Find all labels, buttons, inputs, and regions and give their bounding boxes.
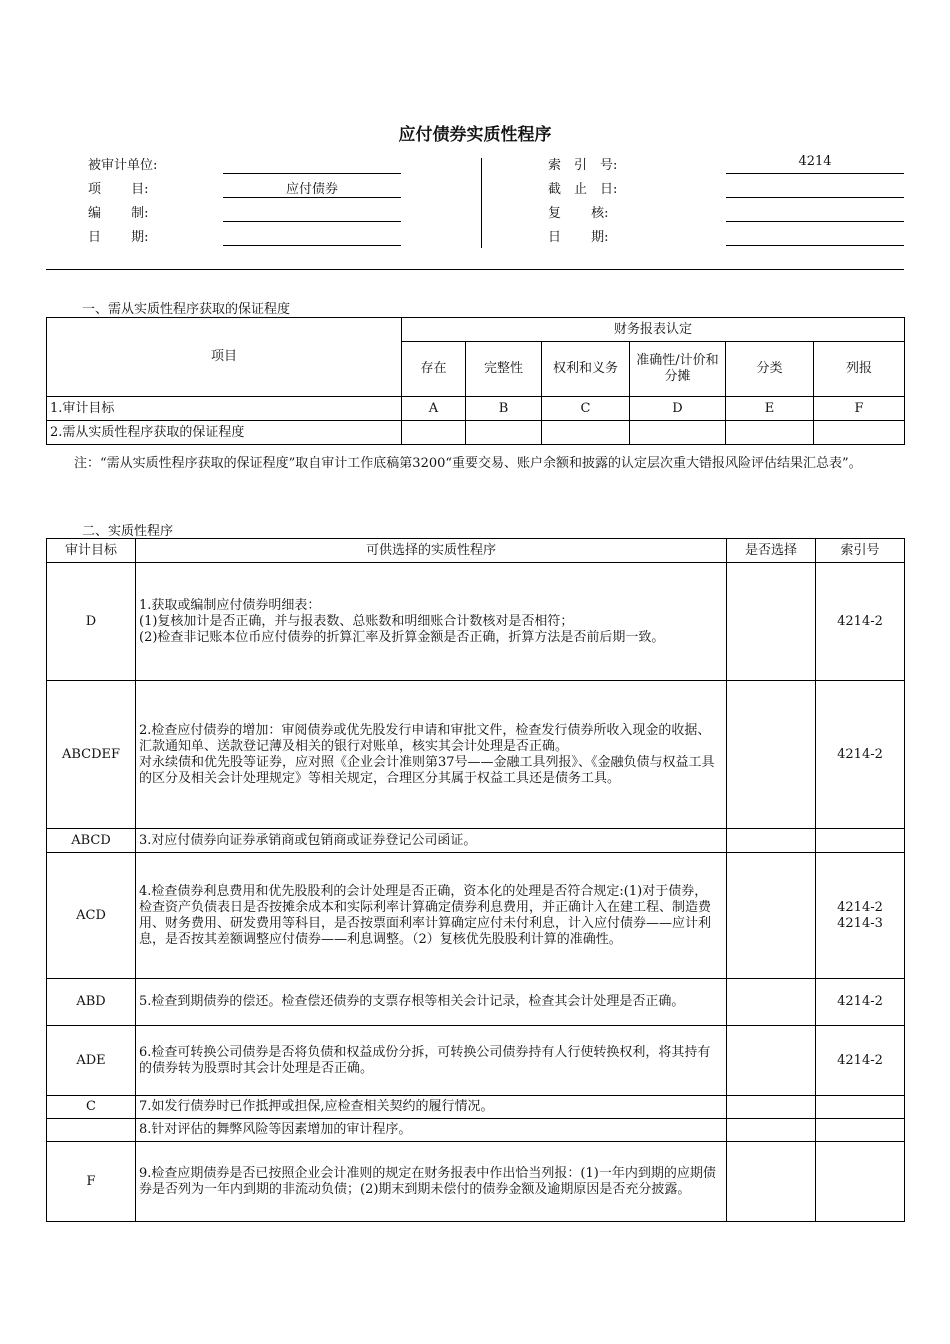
header-procedure: 可供选择的实质性程序 <box>136 539 727 563</box>
procedure-cell <box>136 979 727 1026</box>
objective-cell: C <box>47 1096 136 1119</box>
page-title: 应付债券实质性程序 <box>398 125 552 145</box>
selected-cell[interactable] <box>727 1119 816 1142</box>
header-value-item: 应付债券 <box>285 182 338 197</box>
procedure-cell <box>136 563 727 681</box>
procedure-cell <box>136 1096 727 1119</box>
index-cell: 4214-2 <box>816 979 905 1026</box>
col-rights: 权利和义务 <box>542 342 630 397</box>
selected-cell[interactable] <box>727 681 816 829</box>
cell[interactable] <box>542 421 630 445</box>
header-selected: 是否选择 <box>727 539 816 563</box>
objective-cell: F <box>47 1142 136 1222</box>
table-row <box>47 1096 905 1119</box>
table-row <box>47 563 905 681</box>
header-line-index <box>726 173 904 174</box>
table-row <box>47 1119 905 1142</box>
procedure-line: 2.检查应付债券的增加：审阅债券或优先股发行申请和审批文件，检查发行债券所收入现金的收据、汇款通知单、送款登记薄及相关的银行对账单，核实其会计处理是否正确。 <box>139 722 711 754</box>
selected-cell[interactable] <box>727 979 816 1026</box>
procedure-line: 3.对应付债券向证券承销商或包销商或证券登记公司函证。 <box>139 832 477 848</box>
header-value-index: 4214 <box>798 154 832 169</box>
procedure-line: 5.检查到期债券的偿还。检查偿还债券的支票存根等相关会计记录，检查其会计处理是否正确。 <box>139 994 685 1009</box>
procedure-cell <box>136 1026 727 1096</box>
objective-cell: ACD <box>47 853 136 979</box>
procedure-cell <box>136 681 727 829</box>
index-cell: 4214-2 4214-3 <box>816 853 905 979</box>
procedure-cell <box>136 1142 727 1222</box>
col-accuracy: 准确性/计价和分摊 <box>630 342 726 397</box>
col-presentation: 列报 <box>814 342 905 397</box>
table-row <box>47 681 905 829</box>
index-cell <box>816 1119 905 1142</box>
header-index: 索引号 <box>816 539 905 563</box>
col-existence: 存在 <box>402 342 466 397</box>
header-line-review-date <box>726 245 904 246</box>
table-row <box>47 829 905 853</box>
table-row <box>47 979 905 1026</box>
cell[interactable] <box>466 421 542 445</box>
table-row <box>47 853 905 979</box>
procedures-table <box>46 538 905 1222</box>
procedure-line: 6.检查可转换公司债券是否将负债和权益成份分拆，可转换公司债券持有人行使转换权利，将其持有的债券转为股票时其会计处理是否正确。 <box>139 1044 711 1076</box>
procedure-line: (2)检查非记账本位币应付债券的折算汇率及折算金额是否正确，折算方法是否前后期一致。 <box>139 629 665 645</box>
header-label-index: 索 引 号: <box>548 158 618 173</box>
cell[interactable] <box>630 421 726 445</box>
cell: A <box>402 397 466 421</box>
selected-cell[interactable] <box>727 1142 816 1222</box>
header-label-client: 被审计单位: <box>88 158 158 173</box>
selected-cell[interactable] <box>727 853 816 979</box>
selected-cell[interactable] <box>727 1026 816 1096</box>
header-label-preparer: 编 制: <box>88 206 149 221</box>
header-divider <box>481 158 482 248</box>
header-line-item <box>223 197 401 198</box>
item-header: 项目 <box>47 318 402 397</box>
procedure-line: 对永续债和优先股等证券，应对照《企业会计准则第37号——金融工具列报》、《金融负债与权益工具的区分及相关会计处理规定》等相关规定，合理区分其属于权益工具还是债务工具。 <box>139 754 715 786</box>
header-label-review-date: 日 期: <box>548 230 609 245</box>
cell[interactable] <box>402 421 466 445</box>
table-row <box>47 1026 905 1096</box>
procedure-line: 1.获取或编制应付债券明细表： <box>139 597 321 613</box>
procedure-cell <box>136 1119 727 1142</box>
header-objective: 审计目标 <box>47 539 136 563</box>
procedure-cell <box>136 853 727 979</box>
procedure-line: 9.检查应期债券是否已按照企业会计准则的规定在财务报表中作出恰当列报：(1)一年内到期的应期债券是否列为一年内到期的非流动负债；(2)期末到期未偿付的债券金额及逾期原因是否充分披露。 <box>139 1165 716 1197</box>
index-cell: 4214-2 <box>816 1026 905 1096</box>
table-row <box>47 1142 905 1222</box>
assurance-table <box>46 317 905 445</box>
assertions-header: 财务报表认定 <box>402 318 905 342</box>
selected-cell[interactable] <box>727 1096 816 1119</box>
cell: E <box>726 397 814 421</box>
index-cell: 4214-2 <box>816 563 905 681</box>
col-classification: 分类 <box>726 342 814 397</box>
procedure-line: 7.如发行债券时已作抵押或担保,应检查相关契约的履行情况。 <box>139 1099 494 1114</box>
cell[interactable] <box>814 421 905 445</box>
objective-cell: ADE <box>47 1026 136 1096</box>
procedure-line: 4.检查债券利息费用和优先股股利的会计处理是否正确，资本化的处理是否符合规定:(1)对于债券，检查资产负债表日是否按摊余成本和实际利率计算确定债券利息费用，并正确计入在建工程、制造费用、财务费用、研发费用等科目，是否按票面利率计算确定应付未付利息，计入应付债券——应计利息，是否按其差额调整应付债券——利息调整。（2）复核优先股股利计算的准确性。 <box>139 883 712 947</box>
cell: D <box>630 397 726 421</box>
objective-cell: ABCDEF <box>47 681 136 829</box>
index-cell <box>816 829 905 853</box>
header-line-preparer <box>223 221 401 222</box>
index-cell <box>816 1142 905 1222</box>
index-cell: 4214-2 <box>816 681 905 829</box>
objective-cell: ABD <box>47 979 136 1026</box>
header-label-reviewer: 复 核: <box>548 206 609 221</box>
header-line-reviewer <box>726 221 904 222</box>
header-label-date: 日 期: <box>88 230 149 245</box>
cell: F <box>814 397 905 421</box>
objective-cell: ABCD <box>47 829 136 853</box>
cell: B <box>466 397 542 421</box>
index-cell <box>816 1096 905 1119</box>
header-line-cutoff <box>726 197 904 198</box>
objective-cell <box>47 1119 136 1142</box>
cell: C <box>542 397 630 421</box>
table-row <box>47 421 905 445</box>
procedure-cell <box>136 829 727 853</box>
cell[interactable] <box>726 421 814 445</box>
section1-note: 注：“需从实质性程序获取的保证程度”取自审计工作底稿第3200“重要交易、账户余额和披露的认定层次重大错报风险评估结果汇总表”。 <box>74 456 862 471</box>
selected-cell[interactable] <box>727 563 816 681</box>
table-row <box>47 397 905 421</box>
col-completeness: 完整性 <box>466 342 542 397</box>
header-line-client <box>223 173 401 174</box>
header-line-date <box>223 245 401 246</box>
procedure-line: 8.针对评估的舞弊风险等因素增加的审计程序。 <box>139 1122 412 1137</box>
selected-cell[interactable] <box>727 829 816 853</box>
header-label-item: 项 目: <box>88 182 149 197</box>
header-rule <box>46 269 904 270</box>
section2-heading: 二、实质性程序 <box>82 524 174 539</box>
header-label-cutoff: 截 止 日: <box>548 182 618 197</box>
procedure-line: (1)复核加计是否正确，并与报表数、总账数和明细账合计数核对是否相符； <box>139 613 574 629</box>
objective-cell: D <box>47 563 136 681</box>
row-label: 2.需从实质性程序获取的保证程度 <box>47 421 402 445</box>
section1-heading: 一、需从实质性程序获取的保证程度 <box>82 302 291 317</box>
row-label: 1.审计目标 <box>47 397 402 421</box>
